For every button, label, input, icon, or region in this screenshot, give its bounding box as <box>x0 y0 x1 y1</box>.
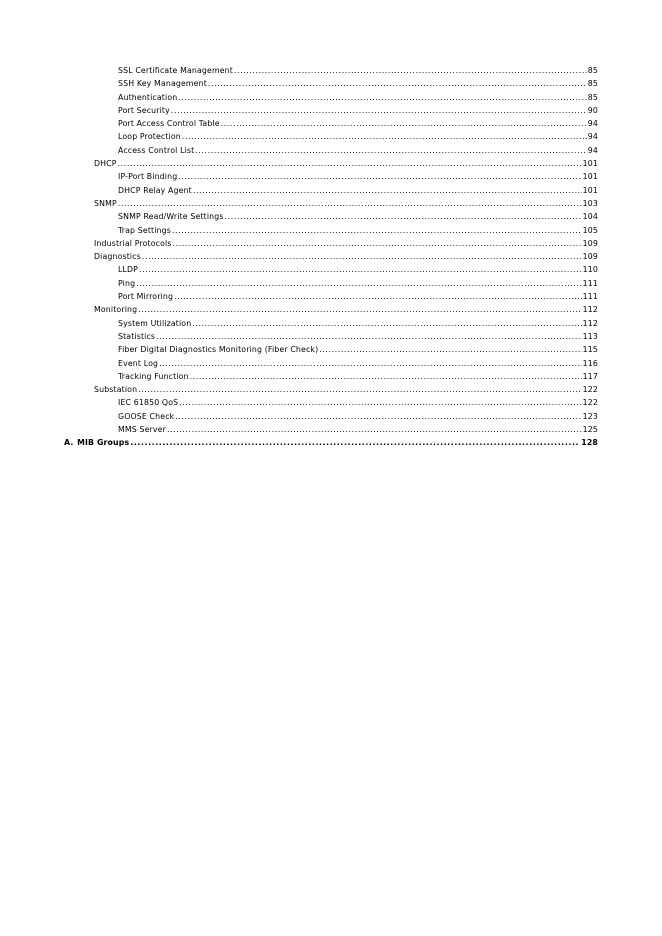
toc-entry-industrial-protocols[interactable] <box>0 237 598 250</box>
dot-leader <box>193 184 582 197</box>
toc-entry-access-control-list[interactable] <box>0 144 598 157</box>
toc-entry-tracking-function[interactable] <box>0 370 598 383</box>
toc-entry-ssh-key-management[interactable] <box>0 77 598 90</box>
toc-label: Port Access Control Table <box>118 119 220 129</box>
toc-label: Port Mirroring <box>118 292 174 302</box>
toc-page-number: 90 <box>587 105 598 115</box>
appendix-number: A. <box>64 438 74 448</box>
toc-page-number: 128 <box>581 438 598 448</box>
toc-page-number: 125 <box>582 425 598 435</box>
dot-leader <box>167 423 582 436</box>
toc-page-number: 94 <box>587 119 598 129</box>
toc-label: Ping <box>118 278 136 288</box>
toc-page-number: 122 <box>582 385 598 395</box>
dot-leader <box>138 383 581 396</box>
dot-leader <box>138 303 581 316</box>
toc-page-number: 122 <box>582 398 598 408</box>
toc-page-number: 94 <box>587 132 598 142</box>
toc-page-number: 115 <box>582 345 598 355</box>
toc-label: System Utilization <box>118 318 192 328</box>
toc-page-number: 101 <box>582 185 598 195</box>
toc-page-number: 123 <box>582 411 598 421</box>
toc-label: Event Log <box>118 358 159 368</box>
toc-page-number: 101 <box>582 159 598 169</box>
toc-page-number: 112 <box>582 318 598 328</box>
toc-label: DHCP Relay Agent <box>118 185 192 195</box>
toc-label: Monitoring <box>94 305 138 315</box>
toc-page-number: 105 <box>582 225 598 235</box>
toc-entry-monitoring[interactable] <box>0 303 598 316</box>
dot-leader <box>139 263 582 276</box>
toc-entry-dhcp[interactable] <box>0 157 598 170</box>
toc-label: Tracking Function <box>118 371 189 381</box>
dot-leader <box>178 91 586 104</box>
dot-leader <box>178 170 581 183</box>
toc-page-number: 112 <box>582 305 598 315</box>
toc-page-number: 111 <box>582 292 598 302</box>
toc-label: SNMP <box>94 198 117 208</box>
dot-leader <box>190 370 582 383</box>
toc-entry-goose-check[interactable] <box>0 410 598 423</box>
toc-label: Industrial Protocols <box>94 238 172 248</box>
toc-entry-port-access-control-table[interactable] <box>0 117 598 130</box>
toc-page-number: 94 <box>587 145 598 155</box>
dot-leader <box>159 357 582 370</box>
dot-leader <box>179 396 581 409</box>
toc-entry-appendix-mib-groups[interactable] <box>0 436 598 449</box>
toc-label: Access Control List <box>118 145 195 155</box>
toc-entry-event-log[interactable] <box>0 357 598 370</box>
toc-entry-trap-settings[interactable] <box>0 224 598 237</box>
dot-leader <box>142 250 582 263</box>
toc-entry-diagnostics[interactable] <box>0 250 598 263</box>
dot-leader <box>130 436 580 449</box>
toc-label: LLDP <box>118 265 138 275</box>
toc-entry-dhcp-relay-agent[interactable] <box>0 184 598 197</box>
toc-page-number: 85 <box>587 79 598 89</box>
toc-entry-mms-server[interactable] <box>0 423 598 436</box>
toc-label: Statistics <box>118 331 156 341</box>
toc-page-number: 85 <box>587 66 598 75</box>
toc-entry-system-utilization[interactable] <box>0 317 598 330</box>
toc-page-number: 116 <box>582 358 598 368</box>
toc-entry-loop-protection[interactable] <box>0 130 598 143</box>
dot-leader <box>195 144 586 157</box>
dot-leader <box>234 64 587 77</box>
toc-label: SSH Key Management <box>118 79 207 89</box>
toc-entry-port-mirroring[interactable] <box>0 290 598 303</box>
toc-entry-port-security[interactable] <box>0 104 598 117</box>
toc-entry-snmp-read-write-settings[interactable] <box>0 210 598 223</box>
toc-entry-ping[interactable] <box>0 277 598 290</box>
dot-leader <box>174 290 582 303</box>
toc-label: Fiber Digital Diagnostics Monitoring (Fiber Check) <box>118 345 319 355</box>
toc-label: SNMP Read/Write Settings <box>118 212 224 222</box>
toc-label: Authentication <box>118 92 178 102</box>
toc-page-number: 111 <box>582 278 598 288</box>
dot-leader <box>225 210 582 223</box>
toc-entry-statistics[interactable] <box>0 330 598 343</box>
toc-entry-substation[interactable] <box>0 383 598 396</box>
toc-page-number: 103 <box>582 198 598 208</box>
dot-leader <box>118 197 582 210</box>
dot-leader <box>182 130 587 143</box>
toc-label: GOOSE Check <box>118 411 175 421</box>
toc-entry-ip-port-binding[interactable] <box>0 170 598 183</box>
toc-label: SSL Certificate Management <box>118 66 233 75</box>
table-of-contents <box>0 64 662 450</box>
toc-page-number: 101 <box>582 172 598 182</box>
toc-label: IEC 61850 QoS <box>118 398 179 408</box>
dot-leader <box>171 104 587 117</box>
toc-page-number: 85 <box>587 92 598 102</box>
toc-entry-snmp[interactable] <box>0 197 598 210</box>
toc-label: MMS Server <box>118 425 166 435</box>
toc-label: Trap Settings <box>118 225 171 235</box>
dot-leader <box>208 77 587 90</box>
toc-page-number: 109 <box>582 238 598 248</box>
toc-entry-authentication[interactable] <box>0 91 598 104</box>
toc-page-number: 113 <box>582 331 598 341</box>
dot-leader <box>118 157 582 170</box>
toc-label: Port Security <box>118 105 170 115</box>
toc-label: Substation <box>94 385 138 395</box>
toc-label: Diagnostics <box>94 252 141 262</box>
toc-entry-iec-61850-qos[interactable] <box>0 396 598 409</box>
dot-leader <box>175 410 581 423</box>
toc-label: Loop Protection <box>118 132 181 142</box>
toc-label: DHCP <box>94 159 117 169</box>
toc-entry-fiber-digital-diagnostics-monitoring[interactable] <box>0 343 598 356</box>
dot-leader <box>172 224 582 237</box>
toc-entry-ssl-certificate-management[interactable] <box>0 64 598 77</box>
dot-leader <box>192 317 581 330</box>
dot-leader <box>136 277 581 290</box>
toc-page-number: 109 <box>582 252 598 262</box>
toc-label: IP-Port Binding <box>118 172 178 182</box>
toc-entry-lldp[interactable] <box>0 263 598 276</box>
dot-leader <box>173 237 582 250</box>
toc-label: MIB Groups <box>77 438 130 448</box>
dot-leader <box>319 343 581 356</box>
toc-page-number: 104 <box>582 212 598 222</box>
dot-leader <box>156 330 582 343</box>
toc-page-number: 110 <box>582 265 598 275</box>
toc-page-number: 117 <box>582 371 598 381</box>
dot-leader <box>221 117 587 130</box>
